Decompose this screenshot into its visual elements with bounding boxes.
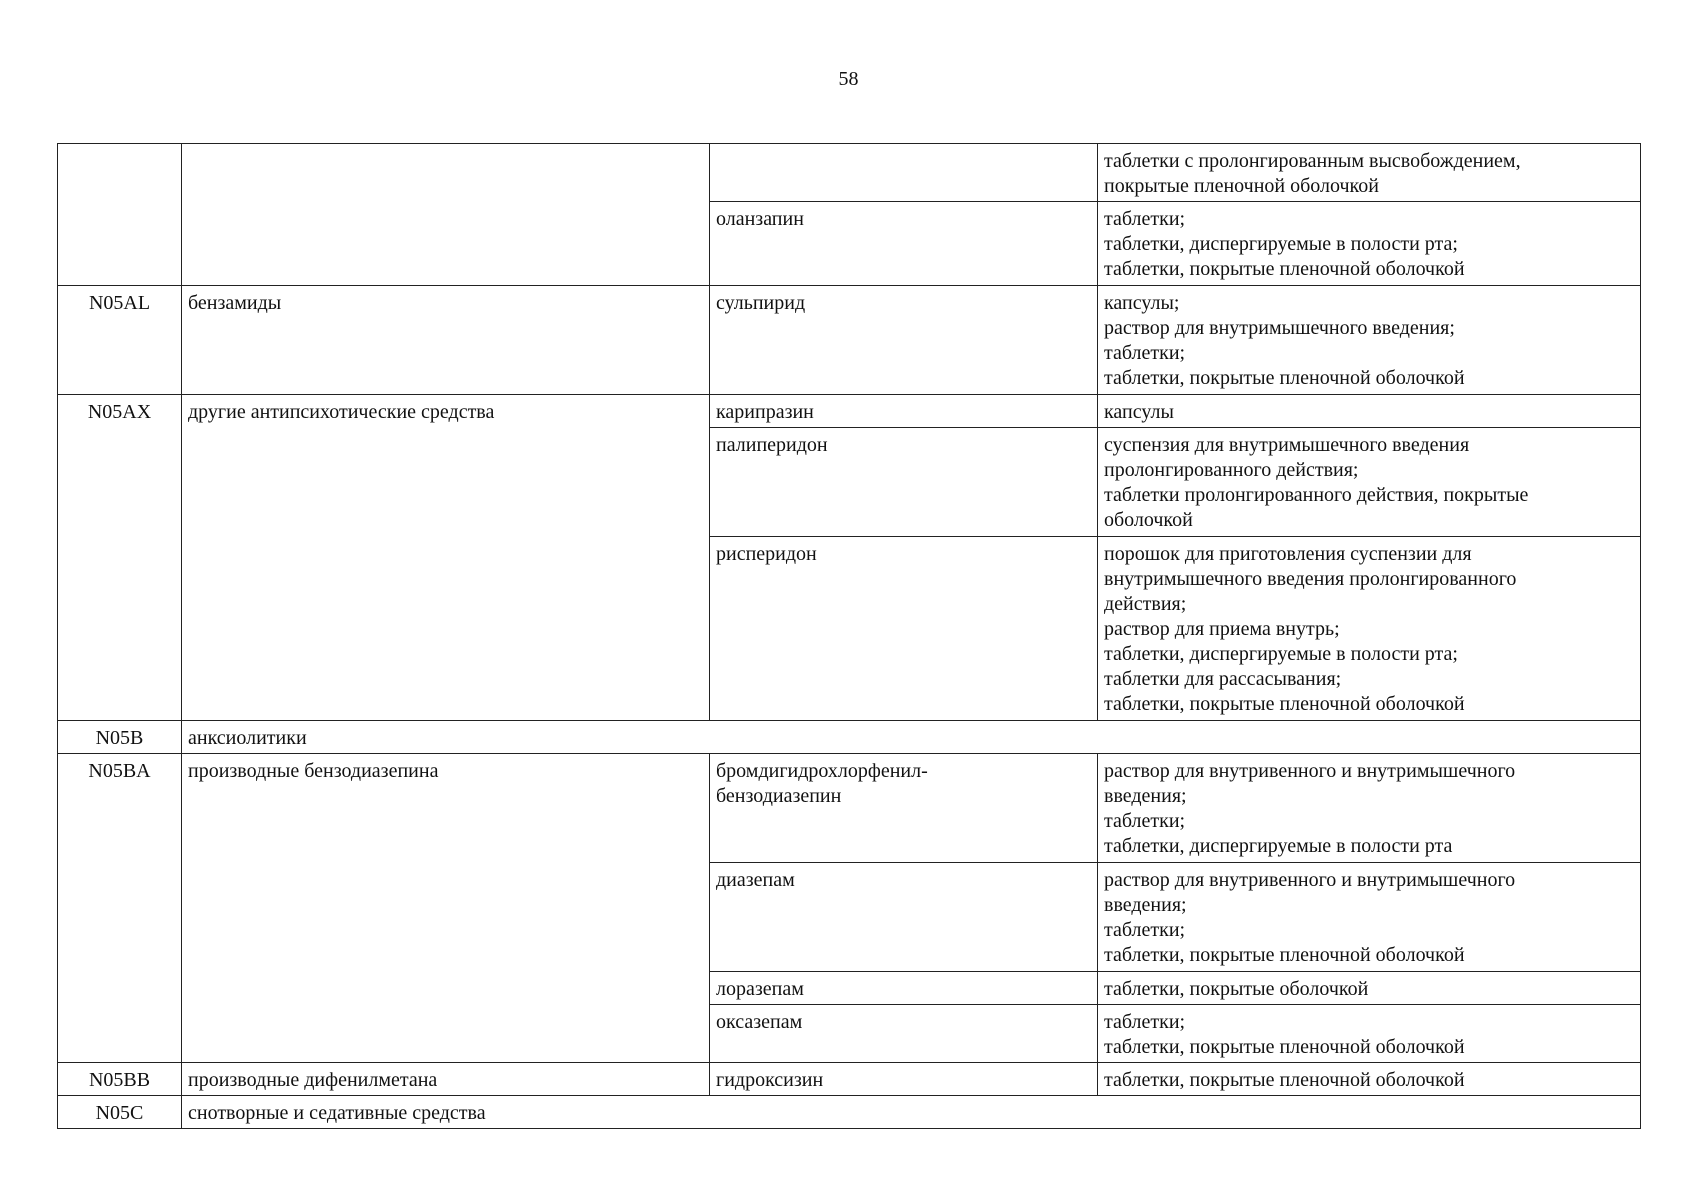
dosage-form-cell: таблетки с пролонгированным высвобождением, покрытые пленочной оболочкой	[1098, 144, 1641, 202]
atc-code-cell: N05C	[58, 1096, 182, 1129]
drug-cell	[710, 144, 1098, 202]
table-row	[58, 286, 1641, 395]
table-row	[58, 395, 1641, 428]
page-number: 58	[838, 68, 859, 90]
atc-code-cell: N05AX	[58, 395, 182, 721]
atc-code-cell: N05B	[58, 721, 182, 754]
table-row	[58, 1063, 1641, 1096]
atc-code-cell: N05BA	[58, 754, 182, 1063]
dosage-form-cell: капсулы	[1098, 395, 1641, 428]
drug-cell: оксазепам	[710, 1005, 1098, 1063]
dosage-form-cell: раствор для внутривенного и внутримышечного введения; таблетки; таблетки, покрытые пленочной оболочкой	[1098, 863, 1641, 972]
atc-code-cell: N05BB	[58, 1063, 182, 1096]
drug-cell: гидроксизин	[710, 1063, 1098, 1096]
dosage-form-cell: таблетки, покрытые пленочной оболочкой	[1098, 1063, 1641, 1096]
atc-code-cell	[58, 144, 182, 286]
atc-code-cell: N05AL	[58, 286, 182, 395]
table-row	[58, 1096, 1641, 1129]
drug-cell: сульпирид	[710, 286, 1098, 395]
group-cell: производные бензодиазепина	[182, 754, 710, 1063]
group-cell: бензамиды	[182, 286, 710, 395]
dosage-form-cell: порошок для приготовления суспензии для внутримышечного введения пролонгированного действия; раствор для приема внутрь; таблетки, диспергируемые в полости рта; таблетки для рассасывания; таблетки, покрытые пленочной оболочкой	[1098, 537, 1641, 721]
dosage-form-cell: раствор для внутривенного и внутримышечного введения; таблетки; таблетки, диспергируемые в полости рта	[1098, 754, 1641, 863]
drug-cell: рисперидон	[710, 537, 1098, 721]
drug-cell: диазепам	[710, 863, 1098, 972]
dosage-form-cell: капсулы; раствор для внутримышечного введения; таблетки; таблетки, покрытые пленочной оболочкой	[1098, 286, 1641, 395]
group-cell	[182, 144, 710, 286]
group-cell: снотворные и седативные средства	[182, 1096, 1641, 1129]
drug-cell: карипразин	[710, 395, 1098, 428]
drug-cell: бромдигидрохлорфенил- бензодиазепин	[710, 754, 1098, 863]
dosage-form-cell: суспензия для внутримышечного введения пролонгированного действия; таблетки пролонгированного действия, покрытые оболочкой	[1098, 428, 1641, 537]
dosage-form-cell: таблетки, покрытые оболочкой	[1098, 972, 1641, 1005]
drug-cell: лоразепам	[710, 972, 1098, 1005]
drug-cell: оланзапин	[710, 202, 1098, 286]
table-row	[58, 721, 1641, 754]
drug-cell: палиперидон	[710, 428, 1098, 537]
table-row	[58, 144, 1641, 202]
table-row	[58, 754, 1641, 863]
group-cell: производные дифенилметана	[182, 1063, 710, 1096]
group-cell: анксиолитики	[182, 721, 1641, 754]
dosage-form-cell: таблетки; таблетки, диспергируемые в полости рта; таблетки, покрытые пленочной оболочкой	[1098, 202, 1641, 286]
dosage-form-cell: таблетки; таблетки, покрытые пленочной оболочкой	[1098, 1005, 1641, 1063]
drug-table	[57, 143, 1641, 1129]
group-cell: другие антипсихотические средства	[182, 395, 710, 721]
